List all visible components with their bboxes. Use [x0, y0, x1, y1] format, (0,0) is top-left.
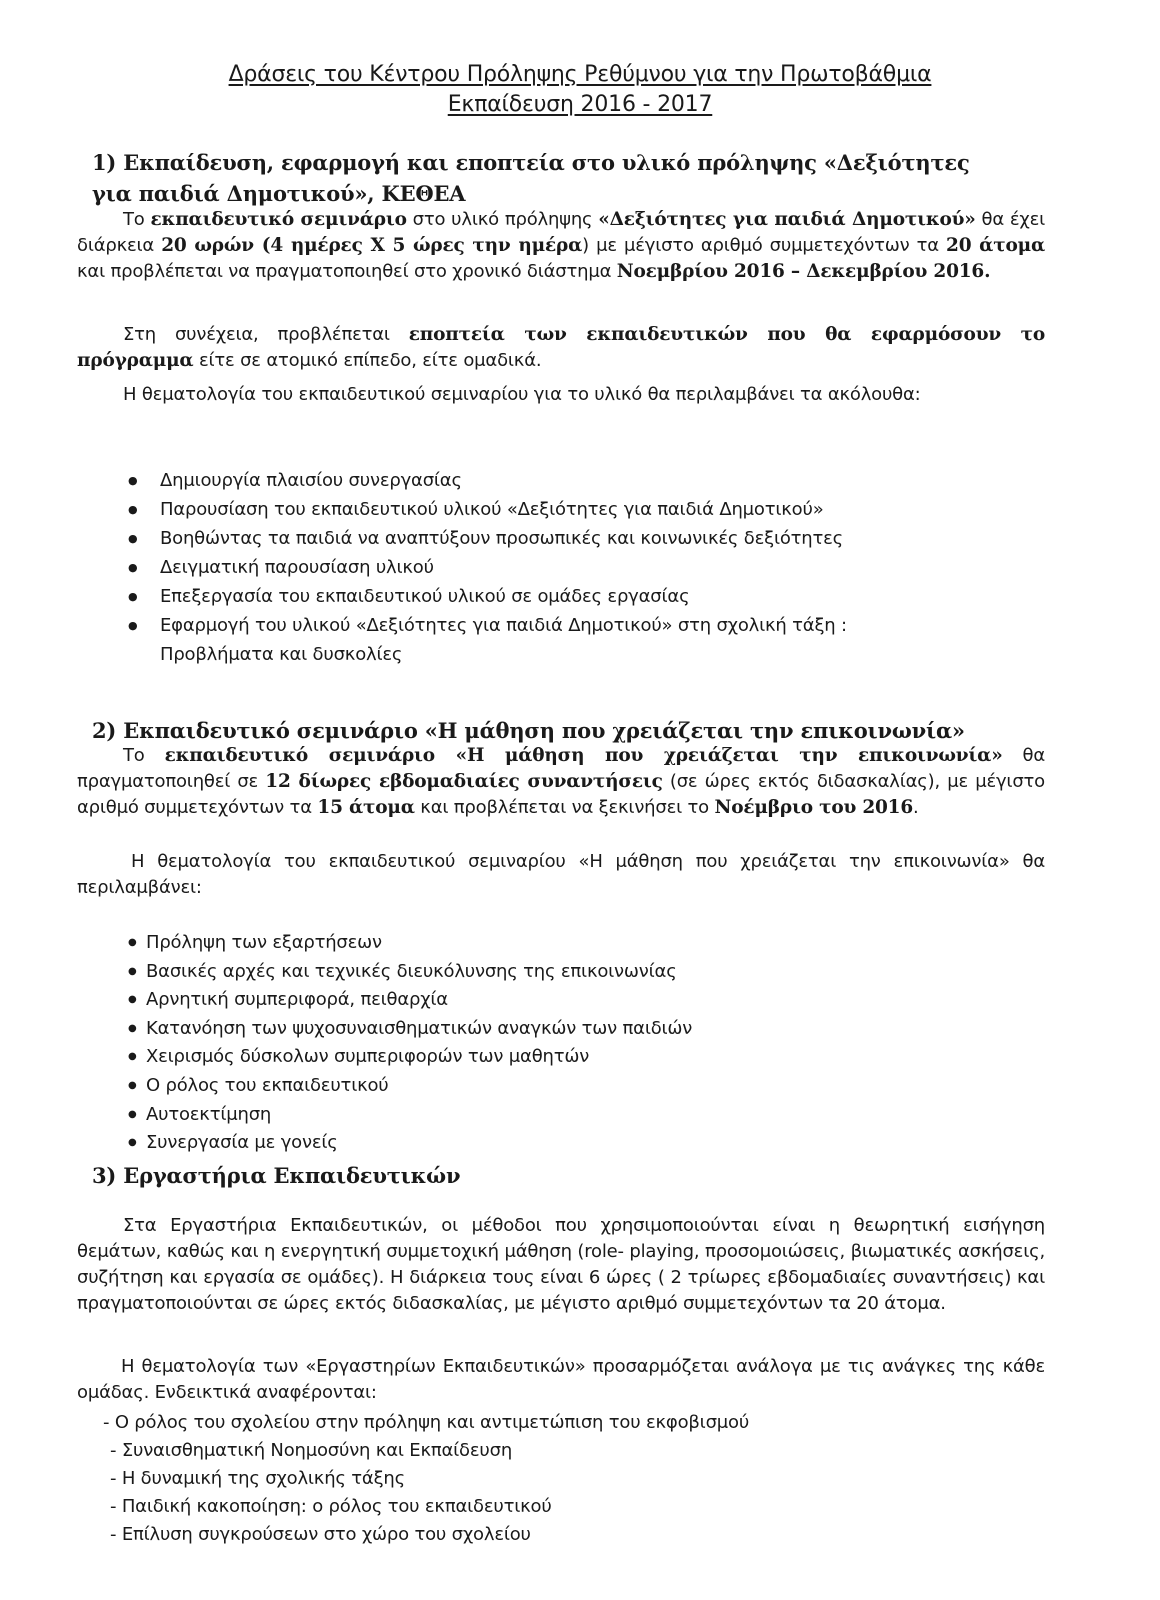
list-item: ● Συνεργασία με γονείς	[128, 1129, 1008, 1158]
section-1-paragraph-1: Το εκπαιδευτικό σεμινάριο στο υλικό πρόληψης «Δεξιότητες για παιδιά Δημοτικού» θα έχει διάρκεια 20 ωρών (4 ημέρες Χ 5 ώρες την ημέρα) με μέγιστο αριθμό συμμετεχόντων τα 20 άτομα και προβλέπεται να πραγματοποιηθεί στο χρονικό διάστημα Νοεμβρίου 2016 – Δεκεμβρίου 2016.	[77, 209, 1046, 282]
list-item: - Επίλυση συγκρούσεων στο χώρο του σχολείου	[110, 1524, 531, 1545]
section-3-topic-list	[103, 1409, 1003, 1549]
section-1-heading-line-1: 1) Εκπαίδευση, εφαρμογή και εποπτεία στο υλικό πρόληψης «Δεξιότητες	[92, 150, 970, 175]
section-2-heading: 2) Εκπαιδευτικό σεμινάριο «Η μάθηση που χρειάζεται την επικοινωνία»	[92, 718, 965, 743]
section-1-heading	[92, 147, 1092, 209]
section-1-paragraph-3: Η θεματολογία του εκπαιδευτικού σεμιναρίου για το υλικό θα περιλαμβάνει τα ακόλουθα:	[123, 384, 921, 405]
list-item: ● Βασικές αρχές και τεχνικές διευκόλυνσης της επικοινωνίας	[128, 958, 1008, 987]
list-item: - Η δυναμική της σχολικής τάξης	[110, 1468, 406, 1489]
list-item: ● Αρνητική συμπεριφορά, πειθαρχία	[128, 986, 1008, 1015]
list-item: ● Εφαρμογή του υλικού «Δεξιότητες για παιδιά Δημοτικού» στη σχολική τάξη : Προβλήματα και δυσκολίες	[128, 611, 1008, 669]
list-item: - Παιδική κακοποίηση: ο ρόλος του εκπαιδευτικού	[110, 1496, 552, 1517]
list-item: - Συναισθηματική Νοημοσύνη και Εκπαίδευση	[110, 1440, 513, 1461]
list-item: ● Χειρισμός δύσκολων συμπεριφορών των μαθητών	[128, 1043, 1008, 1072]
section-3-heading: 3) Εργαστήρια Εκπαιδευτικών	[92, 1163, 461, 1188]
list-item-continuation: Προβλήματα και δυσκολίες	[160, 644, 403, 665]
section-3-paragraph-2: Η θεματολογία των «Εργαστηρίων Εκπαιδευτικών» προσαρμόζεται ανάλογα με τις ανάγκες της κάθε ομάδας. Ενδεικτικά αναφέρονται:	[77, 1356, 1045, 1403]
section-1-paragraph-2: Στη συνέχεια, προβλέπεται εποπτεία των εκπαιδευτικών που θα εφαρμόσουν το πρόγραμμα είτε σε ατομικό επίπεδο, είτε ομαδικά.	[77, 324, 1046, 371]
document-title-line-2: Εκπαίδευση 2016 - 2017	[447, 92, 713, 117]
section-2-paragraph-1: Το εκπαιδευτικό σεμινάριο «Η μάθηση που χρειάζεται την επικοινωνία» θα πραγματοποιηθεί σε 12 δίωρες εβδομαδιαίες συναντήσεις (σε ώρες εκτός διδασκαλίας), με μέγιστο αριθμό συμμετεχόντων τα 15 άτομα και προβλέπεται να ξεκινήσει το Νοέμβριο του 2016.	[77, 745, 1046, 818]
list-item: ● Δειγματική παρουσίαση υλικού	[128, 553, 1008, 582]
section-2-bullet-list	[128, 929, 1008, 1158]
section-2-paragraph-2: Η θεματολογία του εκπαιδευτικού σεμιναρίου «Η μάθηση που χρειάζεται την επικοινωνία» θα περιλαμβάνει:	[77, 851, 1045, 898]
list-item: ● Παρουσίαση του εκπαιδευτικού υλικού «Δεξιότητες για παιδιά Δημοτικού»	[128, 495, 1008, 524]
list-item: ● Δημιουργία πλαισίου συνεργασίας	[128, 466, 1008, 495]
document-title-line-1: Δράσεις του Κέντρου Πρόληψης Ρεθύμνου για την Πρωτοβάθμια	[228, 62, 932, 87]
list-item: ● Βοηθώντας τα παιδιά να αναπτύξουν προσωπικές και κοινωνικές δεξιότητες	[128, 524, 1008, 553]
list-item: ● Αυτοεκτίμηση	[128, 1101, 1008, 1130]
list-item: ● Επεξεργασία του εκπαιδευτικού υλικού σε ομάδες εργασίας	[128, 582, 1008, 611]
list-item: ● Κατανόηση των ψυχοσυναισθηματικών αναγκών των παιδιών	[128, 1015, 1008, 1044]
section-3-paragraph-1: Στα Εργαστήρια Εκπαιδευτικών, οι μέθοδοι που χρησιμοποιούνται είναι η θεωρητική εισήγηση θεμάτων, καθώς και η ενεργητική συμμετοχική μάθηση (role- playing, προσομοιώσεις, βιωματικές ασκήσεις, συζήτηση και εργασία σε ομάδες). Η διάρκεια τους είναι 6 ώρες ( 2 τρίωρες εβδομαδιαίες συναντήσεις) και πραγματοποιούνται σε ώρες εκτός διδασκαλίας, με μέγιστο αριθμό συμμετεχόντων τα 20 άτομα.	[77, 1215, 1045, 1314]
section-1-heading-line-2: για παιδιά Δημοτικού», ΚΕΘΕΑ	[92, 181, 466, 206]
list-item: - Ο ρόλος του σχολείου στην πρόληψη και αντιμετώπιση του εκφοβισμού	[103, 1412, 750, 1433]
list-item: ● Πρόληψη των εξαρτήσεων	[128, 929, 1008, 958]
list-item: ● Ο ρόλος του εκπαιδευτικού	[128, 1072, 1008, 1101]
section-1-bullet-list	[128, 466, 1008, 669]
